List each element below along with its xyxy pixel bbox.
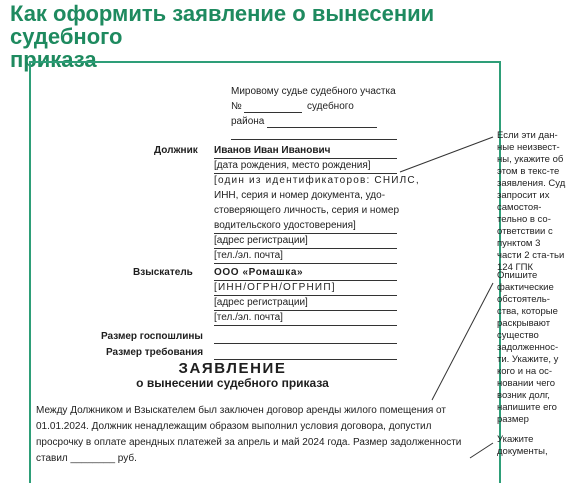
court-line-1: Мировому судье судебного участка: [231, 86, 396, 97]
claim-label: Размер требования: [106, 347, 204, 358]
creditor-address: [адрес регистрации]: [214, 297, 308, 308]
debtor-name-line: [214, 158, 397, 159]
debtor-label: Должник: [154, 145, 198, 156]
court-line-2-no: №: [231, 101, 242, 112]
creditor-ids: [ИНН/ОГРН/ОГРНИП]: [214, 282, 336, 293]
debtor-dob-line: [214, 173, 397, 174]
court-number-blank: [244, 112, 302, 113]
creditor-name: ООО «Ромашка»: [214, 267, 304, 278]
debtor-ids-2: ИНН, серия и номер документа, удо-: [214, 190, 386, 201]
fee-line: [214, 343, 397, 344]
creditor-ids-line: [214, 295, 397, 296]
statement-paragraph: Между Должником и Взыскателем был заключен договор аренды жилого помещения от 01.01.2024. Должник ненадлежащим образом выполнил условия договора, допустил просрочку в оплате арендных платежей за апрель и май 2024 года. Размер задолженности ставил ________ руб.: [36, 405, 462, 464]
debtor-contacts-line: [214, 263, 397, 264]
court-line-2-suffix: судебного: [307, 101, 354, 112]
debtor-address: [адрес регистрации]: [214, 235, 308, 246]
fee-label: Размер госпошлины: [101, 331, 203, 342]
title-line-1: Как оформить заявление о вынесении судебного: [10, 1, 435, 49]
debtor-dob: [дата рождения, место рождения]: [214, 160, 371, 171]
side-note-unknown-data: Если эти дан-ные неизвест-ны, укажите об этом в текс-те заявления. Суд запросит их самостоя-тельно в со-ответствии с пунктом 3 части 2 ста-тьи 124 ГПК: [497, 130, 566, 273]
court-line-3: района: [231, 116, 265, 127]
debtor-ids-3: стоверяющего личность, серия и номер: [214, 205, 400, 216]
debtor-ids-line: [214, 233, 397, 234]
debtor-address-line: [214, 248, 397, 249]
debtor-contacts: [тел./эл. почта]: [214, 250, 283, 261]
side-note-documents: Укажите документы,: [497, 434, 548, 457]
debtor-name: Иванов Иван Иванович: [214, 145, 331, 156]
creditor-address-line: [214, 310, 397, 311]
statement-subheading: о вынесении судебного приказа: [136, 376, 329, 390]
court-district-blank: [267, 127, 377, 128]
side-note-describe-circumstances: Опишите фактические обстоятель-ства, которые раскрывают существо задолженнос-ти. Укажите, у кого и на ос-новании чего возник долг, напишите его размер: [497, 270, 559, 425]
creditor-label: Взыскатель: [133, 267, 193, 278]
title-line-2: приказа: [10, 47, 97, 72]
debtor-ids-4: водительского удостоверения]: [214, 220, 356, 231]
creditor-name-line: [214, 280, 397, 281]
creditor-contacts: [тел./эл. почта]: [214, 312, 283, 323]
court-divider: [231, 139, 397, 140]
debtor-ids-1: [один из идентификаторов: СНИЛС,: [214, 175, 420, 186]
statement-heading: ЗАЯВЛЕНИЕ: [178, 360, 287, 377]
creditor-contacts-line: [214, 325, 397, 326]
